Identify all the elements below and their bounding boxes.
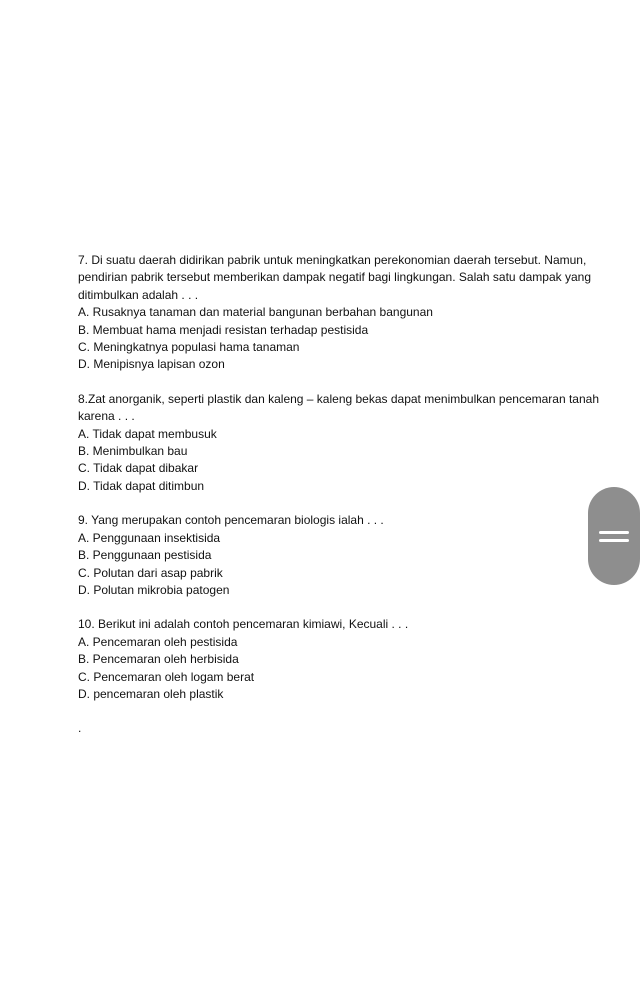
question-text: 7. Di suatu daerah didirikan pabrik untuk meningkatkan perekonomian daerah tersebut. Namun, pendirian pabrik tersebut memberikan dampak negatif bagi lingkungan. Salah satu dampak yang ditimbulkan adalah . . .	[78, 253, 591, 302]
question-text: 10. Berikut ini adalah contoh pencemaran kimiawi, Kecuali . . .	[78, 617, 409, 632]
option-d: D. pencemaran oleh plastik	[78, 686, 224, 701]
trailing-mark: .	[78, 721, 82, 736]
question-7	[78, 252, 608, 374]
grip-line-top	[599, 531, 629, 534]
option-d: D. Menipisnya lapisan ozon	[78, 357, 225, 372]
option-a: A. Rusaknya tanaman dan material bangunan berbahan bangunan	[78, 305, 433, 320]
option-a: A. Pencemaran oleh pestisida	[78, 634, 238, 649]
option-b: B. Membuat hama menjadi resistan terhadap pestisida	[78, 322, 369, 337]
option-d: D. Polutan mikrobia patogen	[78, 582, 230, 597]
scroll-handle[interactable]	[588, 487, 640, 585]
document-body	[78, 252, 608, 750]
option-b: B. Penggunaan pestisida	[78, 548, 212, 563]
option-d: D. Tidak dapat ditimbun	[78, 478, 205, 493]
drag-handle-icon	[599, 531, 629, 542]
option-c: C. Polutan dari asap pabrik	[78, 565, 223, 580]
option-c: C. Tidak dapat dibakar	[78, 461, 199, 476]
question-10	[78, 616, 608, 703]
option-a: A. Tidak dapat membusuk	[78, 426, 217, 441]
option-c: C. Meningkatnya populasi hama tanaman	[78, 340, 300, 355]
option-b: B. Pencemaran oleh herbisida	[78, 652, 239, 667]
grip-line-bottom	[599, 539, 629, 542]
question-text: 9. Yang merupakan contoh pencemaran biologis ialah . . .	[78, 513, 384, 528]
question-9	[78, 512, 608, 599]
question-8	[78, 391, 608, 495]
question-text: 8.Zat anorganik, seperti plastik dan kaleng – kaleng bekas dapat menimbulkan pencemaran tanah karena . . .	[78, 391, 599, 424]
option-a: A. Penggunaan insektisida	[78, 530, 221, 545]
option-c: C. Pencemaran oleh logam berat	[78, 669, 255, 684]
option-b: B. Menimbulkan bau	[78, 444, 188, 459]
